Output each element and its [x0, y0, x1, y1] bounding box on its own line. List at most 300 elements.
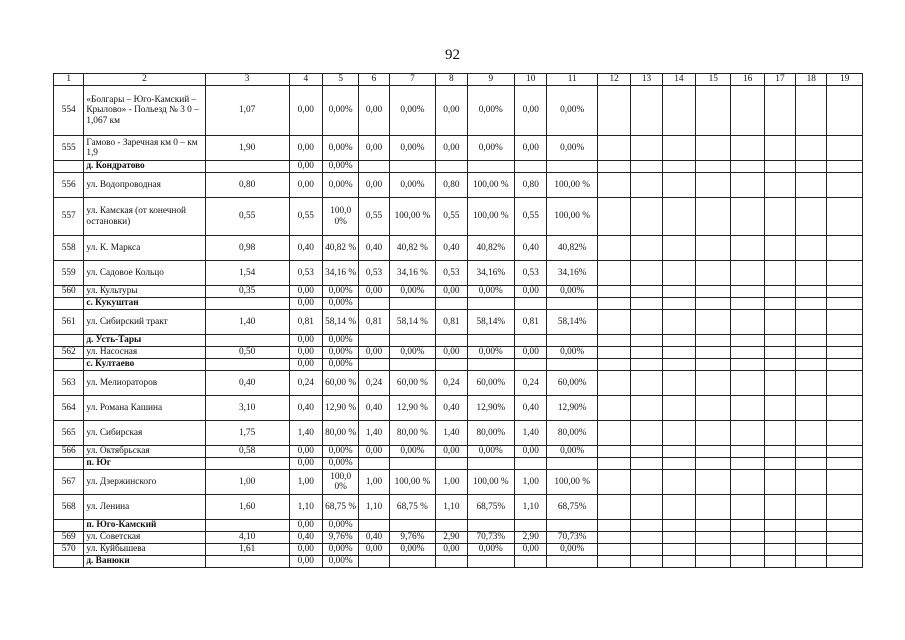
- empty-cell: [696, 136, 731, 161]
- empty-cell: [597, 261, 630, 286]
- empty-cell: [764, 310, 795, 335]
- value-cell: 0,00%: [322, 520, 358, 532]
- empty-cell: [731, 335, 764, 347]
- page-number: 92: [445, 47, 460, 63]
- value-cell: 0,00: [436, 446, 467, 458]
- value-cell: 0,00: [289, 335, 322, 347]
- street-name-cell: ул. Ленина: [84, 495, 205, 520]
- value-cell: 2,90: [436, 532, 467, 544]
- value-cell: 100,0 0%: [322, 198, 358, 236]
- value-cell: 0,00: [359, 136, 389, 161]
- value-cell: 0,00%: [467, 136, 515, 161]
- value-cell: 40,82%: [467, 236, 515, 261]
- empty-cell: [731, 136, 764, 161]
- empty-cell: [597, 298, 630, 310]
- empty-cell: [696, 359, 731, 371]
- value-cell: 40,82%: [547, 236, 598, 261]
- value-cell: 100,00 %: [389, 198, 436, 236]
- value-cell: 0,98: [205, 236, 289, 261]
- value-cell: 0,00%: [322, 286, 358, 298]
- value-cell: 0,00%: [322, 161, 358, 173]
- empty-cell: [389, 335, 436, 347]
- empty-cell: [764, 532, 795, 544]
- value-cell: 60,00%: [547, 371, 598, 396]
- value-cell: 34,16 %: [389, 261, 436, 286]
- empty-cell: [205, 298, 289, 310]
- table-row: [54, 396, 863, 421]
- data-table: [53, 73, 863, 568]
- empty-cell: [631, 458, 662, 470]
- empty-cell: [389, 556, 436, 568]
- empty-cell: [696, 495, 731, 520]
- row-number-cell: 563: [54, 371, 84, 396]
- empty-cell: [547, 161, 598, 173]
- value-cell: 0,24: [436, 371, 467, 396]
- locality-name-cell: д. Ванюки: [84, 556, 205, 568]
- empty-cell: [662, 161, 695, 173]
- empty-cell: [796, 347, 827, 359]
- empty-cell: [796, 136, 827, 161]
- empty-cell: [696, 446, 731, 458]
- street-name-cell: ул. Культуры: [84, 286, 205, 298]
- value-cell: 1,60: [205, 495, 289, 520]
- empty-cell: [597, 495, 630, 520]
- empty-cell: [467, 298, 515, 310]
- empty-cell: [696, 532, 731, 544]
- empty-cell: [662, 136, 695, 161]
- value-cell: 1,40: [515, 421, 547, 446]
- empty-cell: [796, 556, 827, 568]
- empty-cell: [764, 298, 795, 310]
- empty-cell: [827, 136, 863, 161]
- value-cell: 0,00: [289, 544, 322, 556]
- value-cell: 40,82 %: [322, 236, 358, 261]
- empty-cell: [436, 298, 467, 310]
- empty-cell: [205, 161, 289, 173]
- header-cell: 5: [322, 74, 358, 86]
- value-cell: 60,00 %: [389, 371, 436, 396]
- value-cell: 0,81: [359, 310, 389, 335]
- value-cell: 0,00: [289, 286, 322, 298]
- value-cell: 0,00: [289, 359, 322, 371]
- empty-cell: [731, 421, 764, 446]
- value-cell: 0,00%: [322, 298, 358, 310]
- empty-cell: [597, 173, 630, 198]
- value-cell: 68,75%: [547, 495, 598, 520]
- value-cell: 100,00 %: [547, 173, 598, 198]
- empty-cell: [764, 335, 795, 347]
- empty-cell: [764, 236, 795, 261]
- empty-cell: [764, 136, 795, 161]
- value-cell: 1,07: [205, 86, 289, 136]
- value-cell: 0,00: [359, 446, 389, 458]
- empty-cell: [597, 446, 630, 458]
- value-cell: 0,80: [205, 173, 289, 198]
- empty-cell: [827, 371, 863, 396]
- empty-cell: [597, 371, 630, 396]
- value-cell: 0,00%: [547, 446, 598, 458]
- empty-cell: [696, 421, 731, 446]
- empty-cell: [662, 470, 695, 495]
- value-cell: 0,53: [359, 261, 389, 286]
- empty-cell: [696, 335, 731, 347]
- empty-cell: [631, 532, 662, 544]
- row-number-cell: 565: [54, 421, 84, 446]
- group-row: [54, 161, 863, 173]
- empty-cell: [731, 310, 764, 335]
- value-cell: 100,00 %: [547, 198, 598, 236]
- header-cell: 2: [84, 74, 205, 86]
- empty-cell: [796, 198, 827, 236]
- header-cell: 18: [796, 74, 827, 86]
- empty-cell: [764, 421, 795, 446]
- empty-cell: [731, 347, 764, 359]
- empty-cell: [662, 396, 695, 421]
- empty-cell: [764, 347, 795, 359]
- value-cell: 58,14 %: [322, 310, 358, 335]
- empty-cell: [764, 198, 795, 236]
- value-cell: 0,00: [289, 446, 322, 458]
- empty-cell: [467, 556, 515, 568]
- table-row: [54, 173, 863, 198]
- empty-cell: [731, 286, 764, 298]
- empty-cell: [796, 173, 827, 198]
- street-name-cell: ул. Советская: [84, 532, 205, 544]
- value-cell: 60,00%: [467, 371, 515, 396]
- row-number-cell: 555: [54, 136, 84, 161]
- empty-cell: [631, 198, 662, 236]
- row-number-cell: 567: [54, 470, 84, 495]
- empty-cell: [547, 556, 598, 568]
- value-cell: 0,24: [359, 371, 389, 396]
- empty-cell: [631, 446, 662, 458]
- value-cell: 0,00%: [389, 173, 436, 198]
- empty-cell: [731, 495, 764, 520]
- value-cell: 0,50: [205, 347, 289, 359]
- locality-name-cell: с. Кукуштан: [84, 298, 205, 310]
- value-cell: 0,00: [289, 520, 322, 532]
- empty-cell: [547, 520, 598, 532]
- empty-cell: [731, 544, 764, 556]
- empty-cell: [827, 421, 863, 446]
- table-row: [54, 236, 863, 261]
- value-cell: 100,0 0%: [322, 470, 358, 495]
- header-cell: 8: [436, 74, 467, 86]
- header-cell: 13: [631, 74, 662, 86]
- value-cell: 0,40: [289, 396, 322, 421]
- empty-cell: [662, 421, 695, 446]
- empty-cell: [827, 359, 863, 371]
- value-cell: 0,58: [205, 446, 289, 458]
- empty-cell: [436, 458, 467, 470]
- value-cell: 0,00: [289, 556, 322, 568]
- value-cell: 0,00: [515, 347, 547, 359]
- empty-cell: [597, 556, 630, 568]
- header-cell: 17: [764, 74, 795, 86]
- row-number-cell: 562: [54, 347, 84, 359]
- value-cell: 68,75 %: [389, 495, 436, 520]
- table-row: [54, 286, 863, 298]
- empty-cell: [696, 286, 731, 298]
- header-cell: 11: [547, 74, 598, 86]
- empty-cell: [764, 446, 795, 458]
- empty-cell: [515, 161, 547, 173]
- empty-cell: [827, 261, 863, 286]
- empty-cell: [436, 520, 467, 532]
- empty-cell: [597, 359, 630, 371]
- value-cell: 1,90: [205, 136, 289, 161]
- empty-cell: [662, 236, 695, 261]
- empty-cell: [796, 544, 827, 556]
- empty-cell: [796, 236, 827, 261]
- value-cell: 0,81: [436, 310, 467, 335]
- empty-cell: [796, 359, 827, 371]
- empty-cell: [631, 421, 662, 446]
- value-cell: 0,53: [515, 261, 547, 286]
- empty-cell: [731, 556, 764, 568]
- street-name-cell: ул. Водопроводная: [84, 173, 205, 198]
- value-cell: 0,00%: [467, 86, 515, 136]
- empty-cell: [696, 347, 731, 359]
- empty-cell: [764, 359, 795, 371]
- header-cell: 10: [515, 74, 547, 86]
- value-cell: 0,80: [515, 173, 547, 198]
- value-cell: 0,55: [515, 198, 547, 236]
- empty-cell: [764, 458, 795, 470]
- empty-cell: [389, 161, 436, 173]
- row-number-cell: 559: [54, 261, 84, 286]
- empty-cell: [764, 161, 795, 173]
- table-row: [54, 446, 863, 458]
- empty-cell: [597, 520, 630, 532]
- empty-cell: [597, 347, 630, 359]
- street-name-cell: ул. Мелиораторов: [84, 371, 205, 396]
- value-cell: 1,10: [289, 495, 322, 520]
- empty-cell: [764, 470, 795, 495]
- empty-cell: [827, 286, 863, 298]
- empty-cell: [54, 458, 84, 470]
- empty-cell: [662, 198, 695, 236]
- value-cell: 9,76%: [322, 532, 358, 544]
- empty-cell: [764, 396, 795, 421]
- value-cell: 0,40: [289, 532, 322, 544]
- value-cell: 1,00: [205, 470, 289, 495]
- row-number-cell: 556: [54, 173, 84, 198]
- value-cell: 0,00: [436, 286, 467, 298]
- value-cell: 0,24: [515, 371, 547, 396]
- row-number-cell: 558: [54, 236, 84, 261]
- empty-cell: [696, 470, 731, 495]
- street-name-cell: ул. Садовое Кольцо: [84, 261, 205, 286]
- header-cell: 9: [467, 74, 515, 86]
- empty-cell: [731, 86, 764, 136]
- empty-cell: [597, 286, 630, 298]
- empty-cell: [731, 532, 764, 544]
- empty-cell: [631, 136, 662, 161]
- street-name-cell: ул. Куйбышева: [84, 544, 205, 556]
- empty-cell: [359, 298, 389, 310]
- empty-cell: [696, 86, 731, 136]
- value-cell: 70,73%: [467, 532, 515, 544]
- locality-name-cell: с. Култаево: [84, 359, 205, 371]
- value-cell: 0,80: [436, 173, 467, 198]
- header-cell: 15: [696, 74, 731, 86]
- value-cell: 1,40: [359, 421, 389, 446]
- table-row: [54, 347, 863, 359]
- value-cell: 1,40: [436, 421, 467, 446]
- empty-cell: [827, 520, 863, 532]
- value-cell: 0,40: [436, 396, 467, 421]
- value-cell: 0,00: [289, 173, 322, 198]
- value-cell: 0,00%: [467, 446, 515, 458]
- empty-cell: [631, 556, 662, 568]
- value-cell: 0,00%: [547, 286, 598, 298]
- street-name-cell: ул. Дзержинского: [84, 470, 205, 495]
- value-cell: 80,00%: [467, 421, 515, 446]
- empty-cell: [547, 335, 598, 347]
- empty-cell: [827, 310, 863, 335]
- empty-cell: [827, 396, 863, 421]
- empty-cell: [631, 396, 662, 421]
- empty-cell: [764, 520, 795, 532]
- empty-cell: [436, 335, 467, 347]
- empty-cell: [696, 520, 731, 532]
- table-row: [54, 532, 863, 544]
- header-cell: 1: [54, 74, 84, 86]
- empty-cell: [359, 458, 389, 470]
- empty-cell: [547, 458, 598, 470]
- empty-cell: [631, 173, 662, 198]
- value-cell: 34,16%: [547, 261, 598, 286]
- empty-cell: [662, 532, 695, 544]
- table-row: [54, 310, 863, 335]
- empty-cell: [827, 556, 863, 568]
- value-cell: 0,00: [436, 136, 467, 161]
- empty-cell: [796, 161, 827, 173]
- header-cell: 19: [827, 74, 863, 86]
- empty-cell: [731, 236, 764, 261]
- empty-cell: [631, 495, 662, 520]
- value-cell: 100,00 %: [467, 198, 515, 236]
- street-name-cell: ул. Сибирская: [84, 421, 205, 446]
- empty-cell: [696, 458, 731, 470]
- header-row: [54, 74, 863, 86]
- empty-cell: [696, 556, 731, 568]
- empty-cell: [662, 173, 695, 198]
- street-name-cell: ул. К. Маркса: [84, 236, 205, 261]
- empty-cell: [827, 347, 863, 359]
- value-cell: 12,90 %: [322, 396, 358, 421]
- empty-cell: [631, 161, 662, 173]
- value-cell: 0,00%: [547, 86, 598, 136]
- empty-cell: [696, 298, 731, 310]
- value-cell: 1,40: [205, 310, 289, 335]
- empty-cell: [631, 261, 662, 286]
- empty-cell: [205, 359, 289, 371]
- table-row: [54, 261, 863, 286]
- value-cell: 0,00%: [547, 347, 598, 359]
- empty-cell: [796, 421, 827, 446]
- empty-cell: [827, 198, 863, 236]
- value-cell: 0,00%: [389, 286, 436, 298]
- empty-cell: [731, 520, 764, 532]
- empty-cell: [631, 470, 662, 495]
- value-cell: 1,00: [436, 470, 467, 495]
- value-cell: 0,00: [359, 86, 389, 136]
- empty-cell: [796, 371, 827, 396]
- value-cell: 0,00%: [467, 544, 515, 556]
- empty-cell: [827, 495, 863, 520]
- empty-cell: [796, 470, 827, 495]
- value-cell: 4,10: [205, 532, 289, 544]
- empty-cell: [796, 520, 827, 532]
- value-cell: 0,00: [289, 298, 322, 310]
- empty-cell: [515, 458, 547, 470]
- empty-cell: [662, 347, 695, 359]
- empty-cell: [827, 458, 863, 470]
- empty-cell: [764, 544, 795, 556]
- empty-cell: [467, 458, 515, 470]
- empty-cell: [696, 173, 731, 198]
- empty-cell: [827, 335, 863, 347]
- table-row: [54, 544, 863, 556]
- empty-cell: [731, 261, 764, 286]
- value-cell: 1,10: [436, 495, 467, 520]
- empty-cell: [764, 286, 795, 298]
- value-cell: 0,00: [359, 173, 389, 198]
- empty-cell: [436, 161, 467, 173]
- group-row: [54, 359, 863, 371]
- empty-cell: [827, 236, 863, 261]
- value-cell: 0,00: [289, 86, 322, 136]
- empty-cell: [54, 335, 84, 347]
- value-cell: 0,00: [515, 86, 547, 136]
- row-number-cell: 568: [54, 495, 84, 520]
- street-name-cell: ул. Романа Кашина: [84, 396, 205, 421]
- group-row: [54, 458, 863, 470]
- empty-cell: [764, 261, 795, 286]
- value-cell: 68,75 %: [322, 495, 358, 520]
- empty-cell: [696, 310, 731, 335]
- value-cell: 0,40: [289, 236, 322, 261]
- empty-cell: [796, 335, 827, 347]
- locality-name-cell: п. Юго-Камский: [84, 520, 205, 532]
- empty-cell: [515, 359, 547, 371]
- value-cell: 0,00: [515, 136, 547, 161]
- value-cell: 70,73%: [547, 532, 598, 544]
- empty-cell: [827, 161, 863, 173]
- value-cell: 100,00 %: [389, 470, 436, 495]
- empty-cell: [662, 520, 695, 532]
- empty-cell: [436, 359, 467, 371]
- value-cell: 0,55: [289, 198, 322, 236]
- value-cell: 80,00 %: [389, 421, 436, 446]
- row-number-cell: 560: [54, 286, 84, 298]
- empty-cell: [597, 396, 630, 421]
- empty-cell: [662, 556, 695, 568]
- row-number-cell: 561: [54, 310, 84, 335]
- empty-cell: [436, 556, 467, 568]
- value-cell: 0,00%: [322, 86, 358, 136]
- empty-cell: [205, 458, 289, 470]
- empty-cell: [547, 359, 598, 371]
- group-row: [54, 335, 863, 347]
- value-cell: 1,61: [205, 544, 289, 556]
- empty-cell: [631, 520, 662, 532]
- empty-cell: [796, 298, 827, 310]
- value-cell: 0,40: [359, 532, 389, 544]
- street-name-cell: «Болгары – Юго-Камский – Крылово» - Польезд № 3 0 – 1,067 км: [84, 86, 205, 136]
